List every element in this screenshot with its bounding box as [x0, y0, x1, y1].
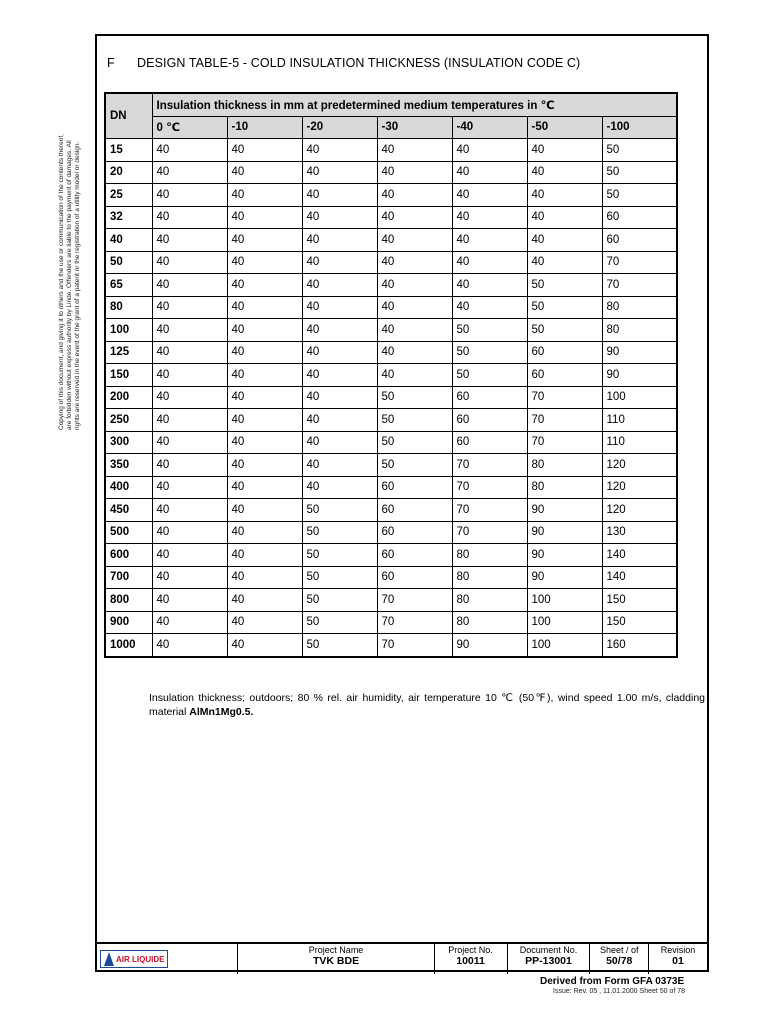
table-row	[105, 206, 677, 229]
thickness-cell: 40	[152, 566, 227, 589]
thickness-cell: 40	[302, 251, 377, 274]
thickness-cell: 40	[302, 184, 377, 207]
dn-cell: 100	[105, 319, 152, 342]
thickness-cell: 40	[152, 589, 227, 612]
thickness-cell: 50	[302, 499, 377, 522]
temperature-header: -100	[602, 116, 677, 139]
thickness-cell: 40	[227, 206, 302, 229]
thickness-cell: 70	[602, 251, 677, 274]
thickness-cell: 40	[152, 386, 227, 409]
document-sheet	[95, 34, 709, 972]
thickness-cell: 40	[377, 184, 452, 207]
thickness-cell: 40	[302, 274, 377, 297]
dn-cell: 25	[105, 184, 152, 207]
thickness-cell: 60	[452, 409, 527, 432]
thickness-cell: 40	[302, 161, 377, 184]
thickness-cell: 120	[602, 454, 677, 477]
thickness-cell: 50	[302, 589, 377, 612]
thickness-cell: 60	[452, 431, 527, 454]
thickness-cell: 80	[527, 476, 602, 499]
thickness-cell: 50	[602, 139, 677, 162]
table-row	[105, 364, 677, 387]
thickness-cell: 70	[527, 431, 602, 454]
table-row	[105, 521, 677, 544]
thickness-cell: 90	[527, 499, 602, 522]
temperature-group-header: Insulation thickness in mm at predetermined medium temperatures in ℃	[152, 93, 677, 116]
table-row	[105, 634, 677, 657]
dn-cell: 450	[105, 499, 152, 522]
thickness-cell: 140	[602, 566, 677, 589]
dn-cell: 125	[105, 341, 152, 364]
thickness-cell: 60	[527, 341, 602, 364]
table-row	[105, 139, 677, 162]
thickness-cell: 50	[302, 566, 377, 589]
temperature-header-row	[105, 116, 677, 139]
thickness-cell: 80	[452, 589, 527, 612]
page-title: DESIGN TABLE-5 - COLD INSULATION THICKNESS (INSULATION CODE C)	[137, 56, 581, 70]
thickness-cell: 90	[527, 521, 602, 544]
thickness-cell: 60	[527, 364, 602, 387]
thickness-cell: 70	[452, 521, 527, 544]
thickness-cell: 60	[377, 521, 452, 544]
thickness-cell: 70	[377, 611, 452, 634]
dn-cell: 32	[105, 206, 152, 229]
document-no-cell	[507, 944, 590, 974]
table-row	[105, 499, 677, 522]
thickness-cell: 40	[302, 454, 377, 477]
thickness-cell: 40	[152, 341, 227, 364]
thickness-cell: 40	[302, 364, 377, 387]
table-row	[105, 161, 677, 184]
thickness-cell: 40	[152, 206, 227, 229]
thickness-cell: 50	[302, 521, 377, 544]
thickness-cell: 40	[302, 139, 377, 162]
table-row	[105, 251, 677, 274]
insulation-thickness-table	[104, 92, 678, 658]
thickness-cell: 90	[602, 364, 677, 387]
logo-text: AIR LIQUIDE	[116, 954, 165, 964]
thickness-cell: 40	[302, 296, 377, 319]
thickness-cell: 40	[302, 386, 377, 409]
thickness-cell: 50	[452, 341, 527, 364]
thickness-cell: 40	[152, 251, 227, 274]
thickness-cell: 40	[302, 319, 377, 342]
thickness-cell: 50	[527, 319, 602, 342]
document-no: PP-13001	[525, 955, 572, 967]
logo-mark-icon	[104, 952, 114, 966]
thickness-cell: 150	[602, 589, 677, 612]
thickness-cell: 50	[377, 431, 452, 454]
thickness-cell: 50	[302, 544, 377, 567]
copyright-text: Copying of this document, and giving it to others and the use or communication of the contents thereof, are forbidden without express authority by Linde. Offenders are liable to the payment of damages. All rights are reserved in the event of the grant of a patent or the registration of a utility model or design.	[58, 134, 81, 430]
thickness-cell: 40	[227, 611, 302, 634]
thickness-cell: 70	[602, 274, 677, 297]
thickness-cell: 120	[602, 476, 677, 499]
thickness-cell: 40	[227, 386, 302, 409]
thickness-cell: 70	[452, 454, 527, 477]
thickness-cell: 40	[152, 274, 227, 297]
thickness-cell: 50	[377, 454, 452, 477]
thickness-cell: 40	[227, 566, 302, 589]
thickness-cell: 50	[602, 161, 677, 184]
thickness-cell: 40	[227, 341, 302, 364]
table-row	[105, 386, 677, 409]
thickness-cell: 40	[227, 476, 302, 499]
thickness-cell: 40	[452, 161, 527, 184]
thickness-cell: 40	[527, 229, 602, 252]
thickness-cell: 110	[602, 409, 677, 432]
copyright-side-note	[58, 130, 98, 430]
revision-label: Revision	[660, 945, 696, 955]
thickness-cell: 60	[377, 544, 452, 567]
table-row	[105, 341, 677, 364]
thickness-cell: 40	[152, 454, 227, 477]
thickness-cell: 100	[602, 386, 677, 409]
thickness-cell: 50	[302, 634, 377, 657]
thickness-cell: 50	[527, 274, 602, 297]
thickness-cell: 70	[527, 409, 602, 432]
thickness-cell: 40	[152, 184, 227, 207]
revision-cell	[649, 944, 708, 974]
thickness-cell: 40	[452, 296, 527, 319]
temperature-header: -30	[377, 116, 452, 139]
thickness-cell: 40	[152, 296, 227, 319]
thickness-cell: 40	[152, 319, 227, 342]
thickness-cell: 60	[452, 386, 527, 409]
logo-cell	[97, 944, 238, 974]
thickness-cell: 70	[377, 634, 452, 657]
thickness-cell: 40	[152, 431, 227, 454]
thickness-cell: 40	[377, 206, 452, 229]
thickness-cell: 40	[377, 296, 452, 319]
dn-cell: 700	[105, 566, 152, 589]
thickness-cell: 40	[227, 274, 302, 297]
thickness-cell: 40	[227, 319, 302, 342]
thickness-cell: 50	[602, 184, 677, 207]
thickness-cell: 40	[377, 364, 452, 387]
thickness-cell: 40	[152, 611, 227, 634]
thickness-cell: 90	[527, 544, 602, 567]
thickness-cell: 40	[227, 139, 302, 162]
thickness-cell: 40	[452, 251, 527, 274]
thickness-cell: 80	[602, 296, 677, 319]
thickness-cell: 40	[452, 139, 527, 162]
temperature-header: -50	[527, 116, 602, 139]
thickness-cell: 40	[377, 274, 452, 297]
dn-cell: 65	[105, 274, 152, 297]
thickness-cell: 40	[227, 454, 302, 477]
table-row	[105, 611, 677, 634]
thickness-cell: 40	[452, 184, 527, 207]
thickness-cell: 80	[602, 319, 677, 342]
thickness-cell: 160	[602, 634, 677, 657]
thickness-cell: 40	[452, 206, 527, 229]
project-no: 10011	[456, 955, 485, 967]
thickness-cell: 70	[377, 589, 452, 612]
document-no-label: Document No.	[519, 945, 578, 955]
thickness-cell: 40	[152, 634, 227, 657]
thickness-cell: 50	[452, 364, 527, 387]
thickness-cell: 90	[602, 341, 677, 364]
thickness-cell: 40	[452, 229, 527, 252]
thickness-cell: 80	[452, 544, 527, 567]
revision-number: 01	[672, 955, 684, 967]
thickness-cell: 100	[527, 589, 602, 612]
dn-cell: 20	[105, 161, 152, 184]
table-row	[105, 476, 677, 499]
thickness-cell: 40	[377, 319, 452, 342]
sheet-number: 50/78	[606, 955, 633, 967]
thickness-cell: 40	[377, 139, 452, 162]
dn-cell: 800	[105, 589, 152, 612]
table-row	[105, 409, 677, 432]
thickness-cell: 40	[302, 341, 377, 364]
thickness-cell: 100	[527, 634, 602, 657]
project-no-label: Project No.	[448, 945, 493, 955]
table-row	[105, 319, 677, 342]
dn-cell: 600	[105, 544, 152, 567]
table-header-row	[105, 93, 677, 116]
thickness-cell: 40	[377, 161, 452, 184]
dn-cell: 350	[105, 454, 152, 477]
thickness-cell: 60	[377, 499, 452, 522]
thickness-cell: 40	[227, 499, 302, 522]
table-row	[105, 544, 677, 567]
thickness-cell: 40	[527, 251, 602, 274]
thickness-cell: 110	[602, 431, 677, 454]
thickness-cell: 90	[527, 566, 602, 589]
thickness-cell: 120	[602, 499, 677, 522]
derived-from-form: Derived from Form GFA 0373E	[540, 976, 685, 987]
thickness-cell: 50	[377, 409, 452, 432]
thickness-cell: 60	[602, 229, 677, 252]
thickness-cell: 70	[452, 476, 527, 499]
cladding-material: AlMn1Mg0.5.	[189, 706, 254, 718]
thickness-cell: 50	[302, 611, 377, 634]
thickness-cell: 140	[602, 544, 677, 567]
thickness-cell: 40	[377, 229, 452, 252]
thickness-cell: 40	[227, 229, 302, 252]
temperature-header: -40	[452, 116, 527, 139]
conditions-text: Insulation thickness; outdoors; 80 % rel. air humidity, air temperature 10 ℃ (50℉), wind speed 1.00 m/s, cladding material	[149, 692, 705, 718]
temperature-header: -20	[302, 116, 377, 139]
thickness-cell: 40	[152, 476, 227, 499]
thickness-cell: 40	[377, 251, 452, 274]
dn-cell: 40	[105, 229, 152, 252]
dn-cell: 15	[105, 139, 152, 162]
thickness-cell: 40	[302, 431, 377, 454]
thickness-cell: 130	[602, 521, 677, 544]
thickness-cell: 40	[527, 161, 602, 184]
thickness-cell: 40	[152, 364, 227, 387]
thickness-cell: 40	[152, 544, 227, 567]
dn-cell: 400	[105, 476, 152, 499]
dn-cell: 500	[105, 521, 152, 544]
project-no-cell	[434, 944, 507, 974]
table-row	[105, 184, 677, 207]
thickness-cell: 60	[377, 476, 452, 499]
table-row	[105, 296, 677, 319]
thickness-cell: 40	[227, 296, 302, 319]
thickness-cell: 60	[602, 206, 677, 229]
thickness-cell: 40	[302, 229, 377, 252]
dn-cell: 250	[105, 409, 152, 432]
thickness-cell: 40	[227, 431, 302, 454]
thickness-cell: 40	[227, 634, 302, 657]
thickness-cell: 40	[302, 206, 377, 229]
table-row	[105, 566, 677, 589]
thickness-cell: 40	[227, 364, 302, 387]
thickness-cell: 50	[377, 386, 452, 409]
air-liquide-logo	[100, 950, 168, 968]
thickness-cell: 40	[527, 139, 602, 162]
section-letter: F	[107, 56, 115, 70]
title-block	[97, 942, 707, 974]
thickness-cell: 40	[152, 161, 227, 184]
thickness-cell: 60	[377, 566, 452, 589]
project-name-label: Project Name	[308, 945, 364, 955]
dn-header: DN	[105, 93, 152, 139]
thickness-cell: 40	[227, 161, 302, 184]
temperature-header: -10	[227, 116, 302, 139]
section-heading	[107, 56, 580, 70]
thickness-cell: 80	[452, 611, 527, 634]
dn-cell: 150	[105, 364, 152, 387]
thickness-cell: 40	[527, 206, 602, 229]
table-row	[105, 229, 677, 252]
dn-cell: 200	[105, 386, 152, 409]
thickness-cell: 40	[152, 521, 227, 544]
project-name: TVK BDE	[313, 955, 360, 967]
thickness-cell: 80	[527, 454, 602, 477]
table-row	[105, 274, 677, 297]
thickness-cell: 70	[452, 499, 527, 522]
dn-cell: 80	[105, 296, 152, 319]
sheet-cell	[590, 944, 649, 974]
thickness-cell: 40	[227, 184, 302, 207]
thickness-cell: 40	[227, 544, 302, 567]
thickness-cell: 70	[527, 386, 602, 409]
dn-cell: 300	[105, 431, 152, 454]
thickness-cell: 50	[452, 319, 527, 342]
table-row	[105, 454, 677, 477]
thickness-cell: 40	[152, 139, 227, 162]
thickness-cell: 40	[302, 476, 377, 499]
thickness-cell: 150	[602, 611, 677, 634]
thickness-cell: 40	[227, 409, 302, 432]
dn-cell: 1000	[105, 634, 152, 657]
project-name-cell	[238, 944, 434, 974]
dn-cell: 900	[105, 611, 152, 634]
conditions-note	[149, 691, 705, 719]
table-row	[105, 431, 677, 454]
thickness-cell: 40	[227, 521, 302, 544]
thickness-cell: 100	[527, 611, 602, 634]
thickness-cell: 40	[152, 499, 227, 522]
thickness-cell: 90	[452, 634, 527, 657]
dn-cell: 50	[105, 251, 152, 274]
issue-line: Issue: Rev. 05 , 11.01.2000 Sheet 50 of 78	[553, 988, 686, 995]
thickness-cell: 40	[452, 274, 527, 297]
thickness-cell: 40	[377, 341, 452, 364]
thickness-cell: 40	[527, 184, 602, 207]
sheet-label: Sheet / of	[599, 945, 639, 955]
thickness-cell: 40	[227, 251, 302, 274]
temperature-header: 0 ℃	[152, 116, 227, 139]
table-row	[105, 589, 677, 612]
thickness-cell: 40	[302, 409, 377, 432]
thickness-cell: 40	[152, 409, 227, 432]
thickness-cell: 40	[227, 589, 302, 612]
thickness-cell: 80	[452, 566, 527, 589]
thickness-cell: 50	[527, 296, 602, 319]
thickness-cell: 40	[152, 229, 227, 252]
